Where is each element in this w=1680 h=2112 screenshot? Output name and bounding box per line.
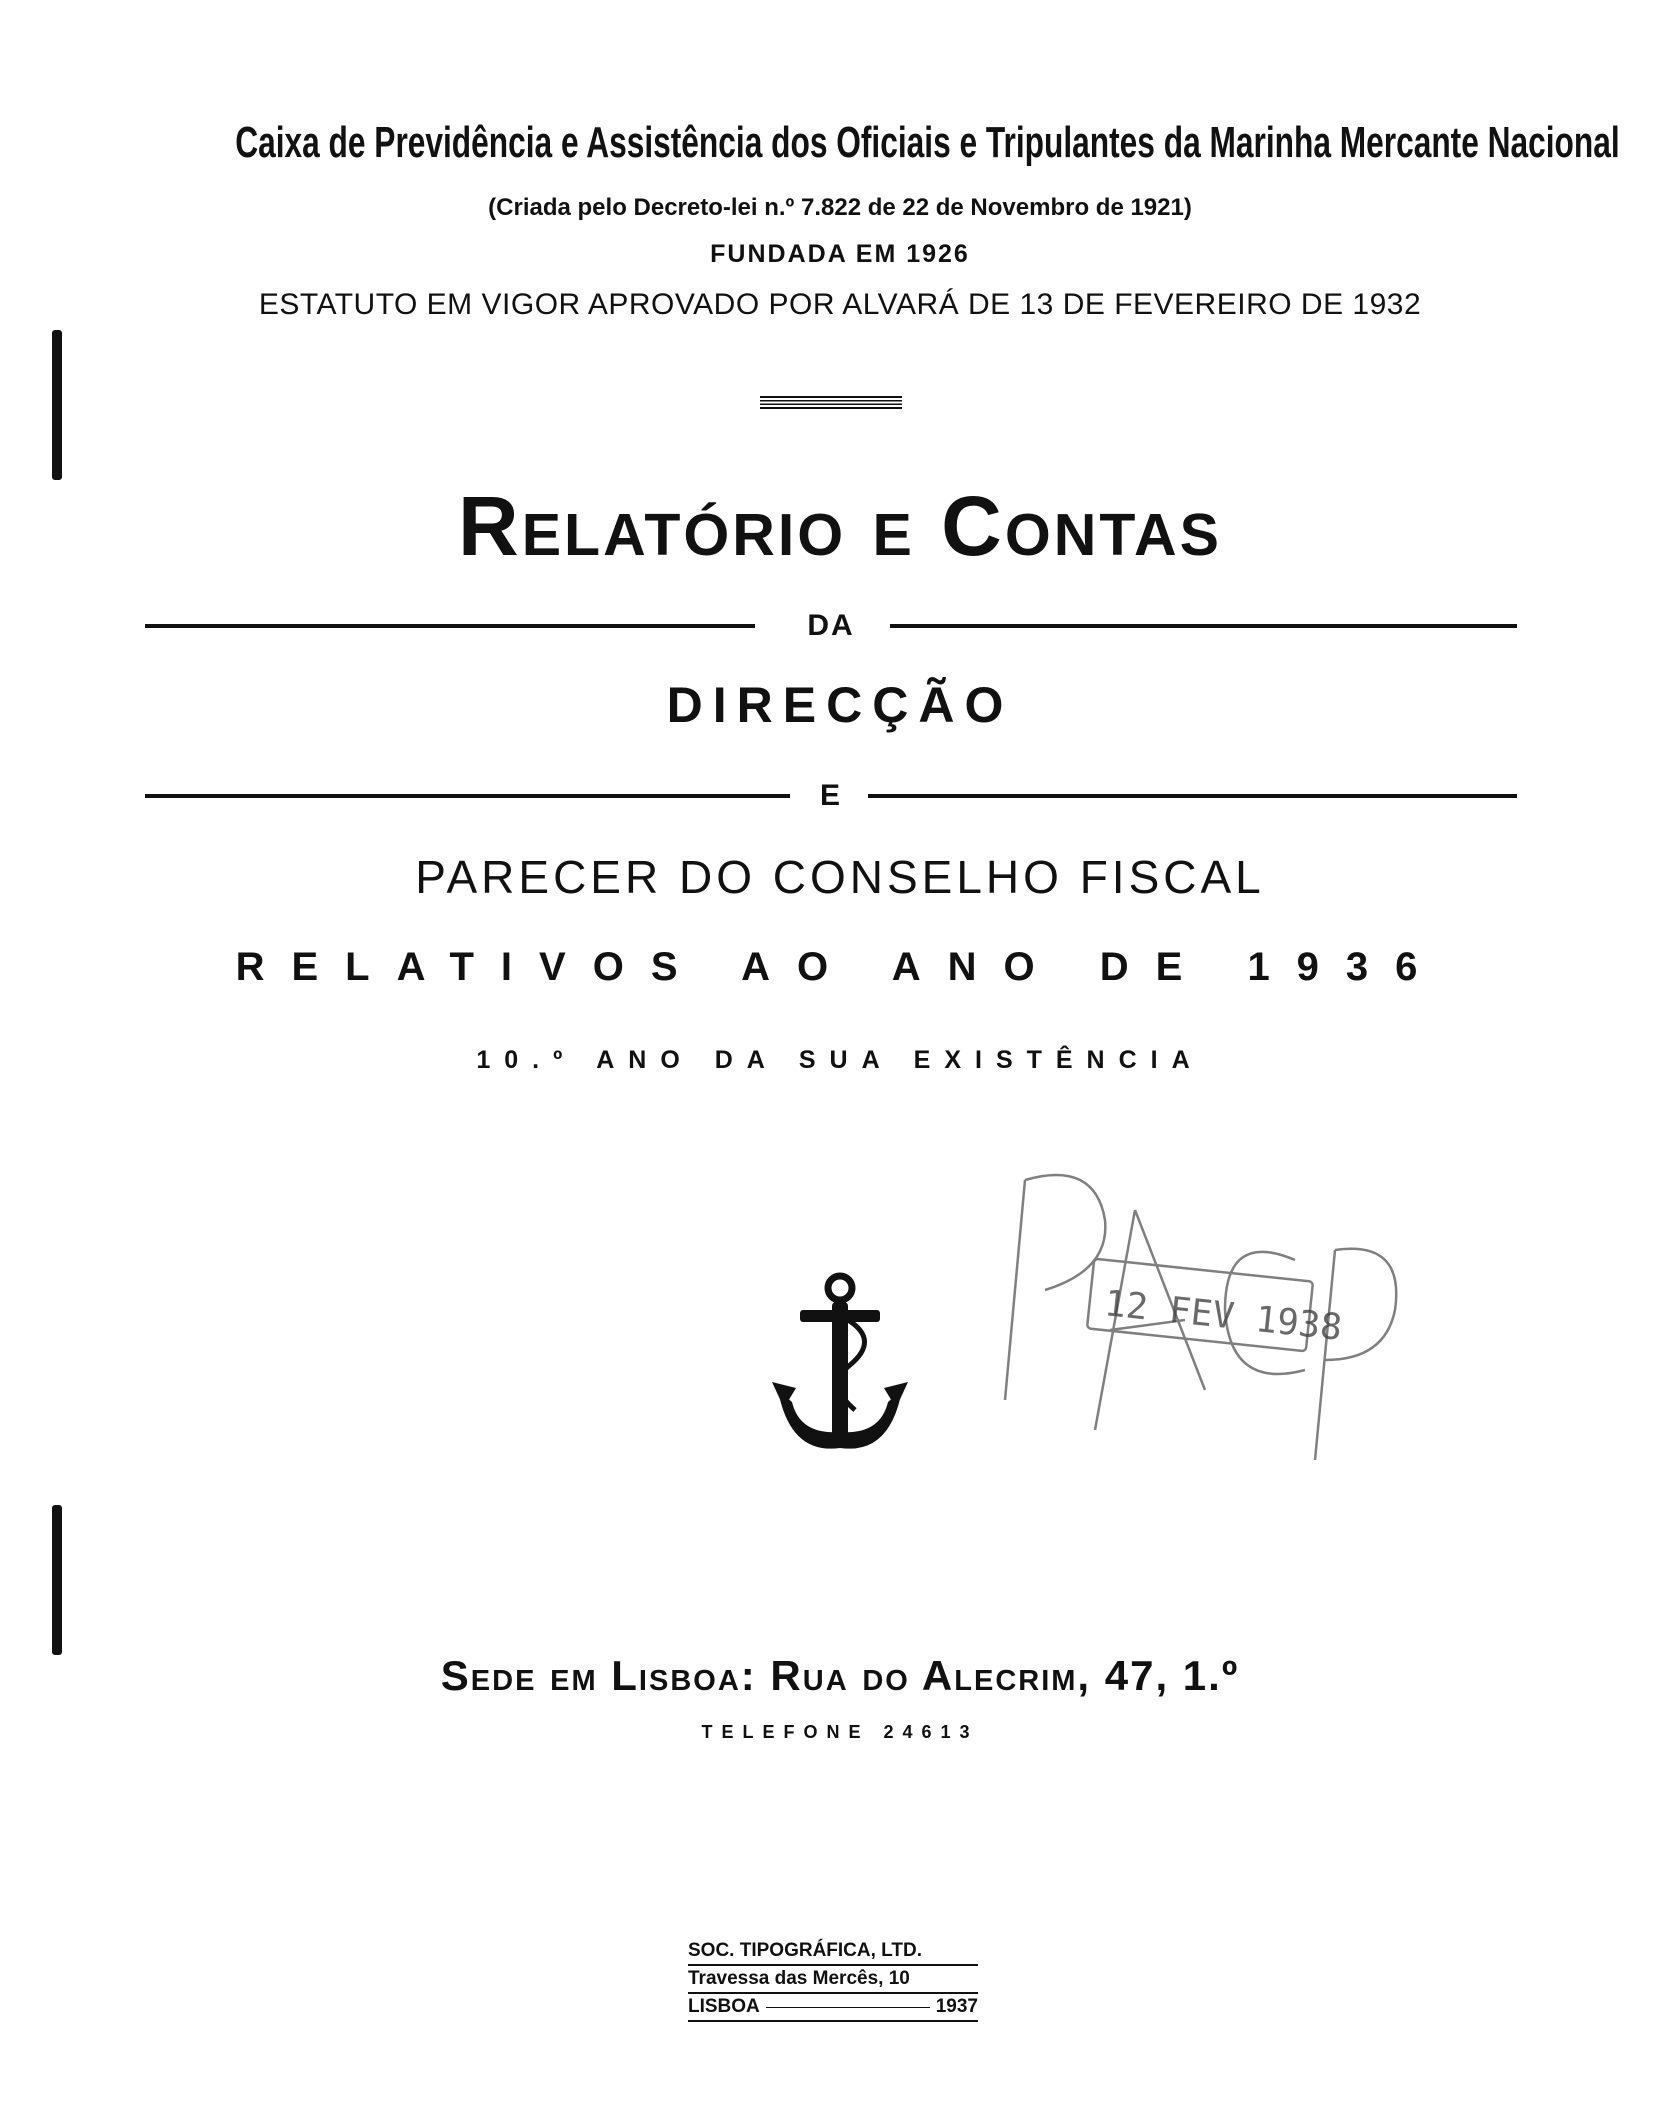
headquarters-address: Sede em Lisboa: Rua do Alecrim, 47, 1.º <box>440 1652 1240 1699</box>
statute-line: ESTATUTO EM VIGOR APROVADO POR ALVARÁ DE 13 DE FEVEREIRO DE 1932 <box>258 288 1422 321</box>
ornament-divider-icon <box>760 396 902 410</box>
library-stamp <box>985 1140 1425 1480</box>
founded-line: FUNDADA EM 1926 <box>710 240 970 268</box>
telephone-line: TELEFONE 24613 <box>701 1722 979 1742</box>
imprint-city: LISBOA <box>688 1996 760 2017</box>
imprint-line-2: Travessa das Mercês, 10 <box>688 1966 978 1994</box>
printer-imprint <box>688 1938 978 2022</box>
connector-da: DA <box>807 609 855 642</box>
decree-line: (Criada pelo Decreto-lei n.º 7.822 de 22 de Novembro de 1921) <box>488 194 1192 221</box>
document-title: Relatório e Contas <box>458 479 1222 573</box>
rule-row-e <box>145 776 1517 816</box>
direccao-heading: DIRECÇÃO <box>666 677 1014 733</box>
imprint-dash <box>766 1994 930 2008</box>
anchor-icon <box>770 1270 910 1460</box>
year-line: RELATIVOS AO ANO DE 1936 <box>235 945 1445 989</box>
imprint-line-1: SOC. TIPOGRÁFICA, LTD. <box>688 1938 978 1966</box>
scan-mark-top <box>52 330 62 480</box>
rule-row-da <box>145 606 1517 646</box>
parecer-heading: PARECER DO CONSELHO FISCAL <box>415 851 1265 903</box>
imprint-line-3 <box>688 1994 978 2022</box>
organization-name: Caixa de Previdência e Assistência dos Oficiais e Tripulantes da Marinha Mercante Nacional <box>235 118 1620 167</box>
imprint-year: 1937 <box>935 1996 978 2017</box>
connector-e: E <box>819 779 842 812</box>
existence-line: 10.º ANO DA SUA EXISTÊNCIA <box>476 1046 1204 1074</box>
stamp-date: 12 FEV 1938 <box>1102 1283 1344 1349</box>
scan-mark-bottom <box>52 1505 62 1655</box>
